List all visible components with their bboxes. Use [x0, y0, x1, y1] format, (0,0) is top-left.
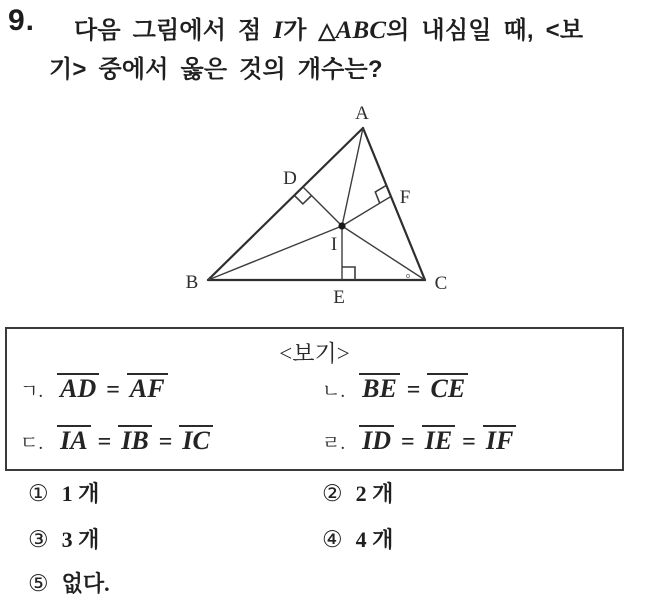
segment-term: BE	[359, 373, 400, 402]
equals-sign: =	[406, 377, 421, 403]
right-angle-mark-e	[342, 267, 355, 280]
circled-number-3: ③	[28, 527, 49, 552]
segment-b-i	[208, 226, 342, 280]
circled-number-1: ①	[28, 481, 49, 506]
bogi-item-d	[20, 425, 213, 456]
question-text-pre: 다음 그림에서 점	[74, 17, 274, 44]
segment-a-i	[342, 128, 363, 226]
equals-sign: =	[462, 429, 476, 455]
question-text-mid: 가	[283, 17, 319, 44]
bogi-marker-d: ㄷ.	[20, 433, 44, 454]
circled-number-2: ②	[322, 481, 343, 506]
point-label-d: D	[283, 168, 297, 189]
bogi-item-r	[322, 425, 516, 456]
question-text-line1	[74, 10, 583, 45]
point-label-f: F	[399, 187, 411, 208]
equals-sign: =	[106, 377, 120, 403]
point-label-e: E	[333, 287, 345, 308]
bogi-item-n	[322, 373, 468, 404]
segment-term: IC	[179, 425, 212, 454]
segment-term: CE	[427, 373, 468, 402]
bogi-marker-n: ㄴ.	[322, 381, 346, 402]
vertex-label-a: A	[355, 103, 369, 124]
equals-sign: =	[158, 429, 173, 455]
option-3-label: 3 개	[61, 527, 100, 552]
segment-i-d	[303, 187, 342, 226]
side-ca	[363, 128, 425, 280]
equals-sign: =	[401, 429, 415, 455]
segment-term: AD	[57, 373, 99, 402]
option-3	[28, 523, 99, 554]
segment-term: ID	[359, 425, 394, 454]
option-1	[28, 477, 99, 508]
question-text-line2: 기> 중에서 옳은 것의 개수는?	[49, 56, 383, 83]
side-ab	[208, 128, 363, 280]
bogi-marker-g: ㄱ.	[20, 381, 44, 402]
bogi-box	[5, 327, 624, 471]
vertex-label-c: C	[434, 273, 448, 294]
bogi-item-g	[20, 373, 168, 404]
bogi-title: <보기>	[279, 341, 350, 366]
circled-number-4: ④	[322, 527, 343, 552]
math-abc: ABC	[335, 17, 387, 44]
segment-i-f	[342, 197, 390, 226]
option-5	[28, 567, 110, 598]
triangle-symbol: △	[318, 18, 336, 43]
segment-term: AF	[127, 373, 168, 402]
question-text-post: 의 내심일 때, <보	[386, 17, 584, 44]
vertex-label-b: B	[185, 272, 199, 293]
circled-number-5: ⑤	[28, 571, 49, 596]
right-angle-mark-d	[294, 195, 311, 204]
triangle-incenter-figure	[150, 98, 470, 315]
option-1-label: 1 개	[61, 481, 100, 506]
option-2	[322, 477, 393, 508]
option-4	[322, 523, 393, 554]
point-label-i: I	[330, 234, 338, 255]
equals-sign: =	[97, 429, 112, 455]
question-number: 9.	[8, 4, 36, 37]
bogi-marker-r: ㄹ.	[322, 433, 346, 454]
segment-term: IB	[118, 425, 151, 454]
small-mark-near-c	[406, 274, 409, 277]
incenter-dot	[338, 222, 345, 229]
math-point-i: I	[273, 17, 284, 44]
segment-term: IF	[483, 425, 516, 454]
option-2-label: 2 개	[355, 481, 394, 506]
segment-term: IE	[422, 425, 455, 454]
segment-term: IA	[57, 425, 90, 454]
option-5-label: 없다.	[61, 571, 110, 596]
option-4-label: 4 개	[355, 527, 394, 552]
